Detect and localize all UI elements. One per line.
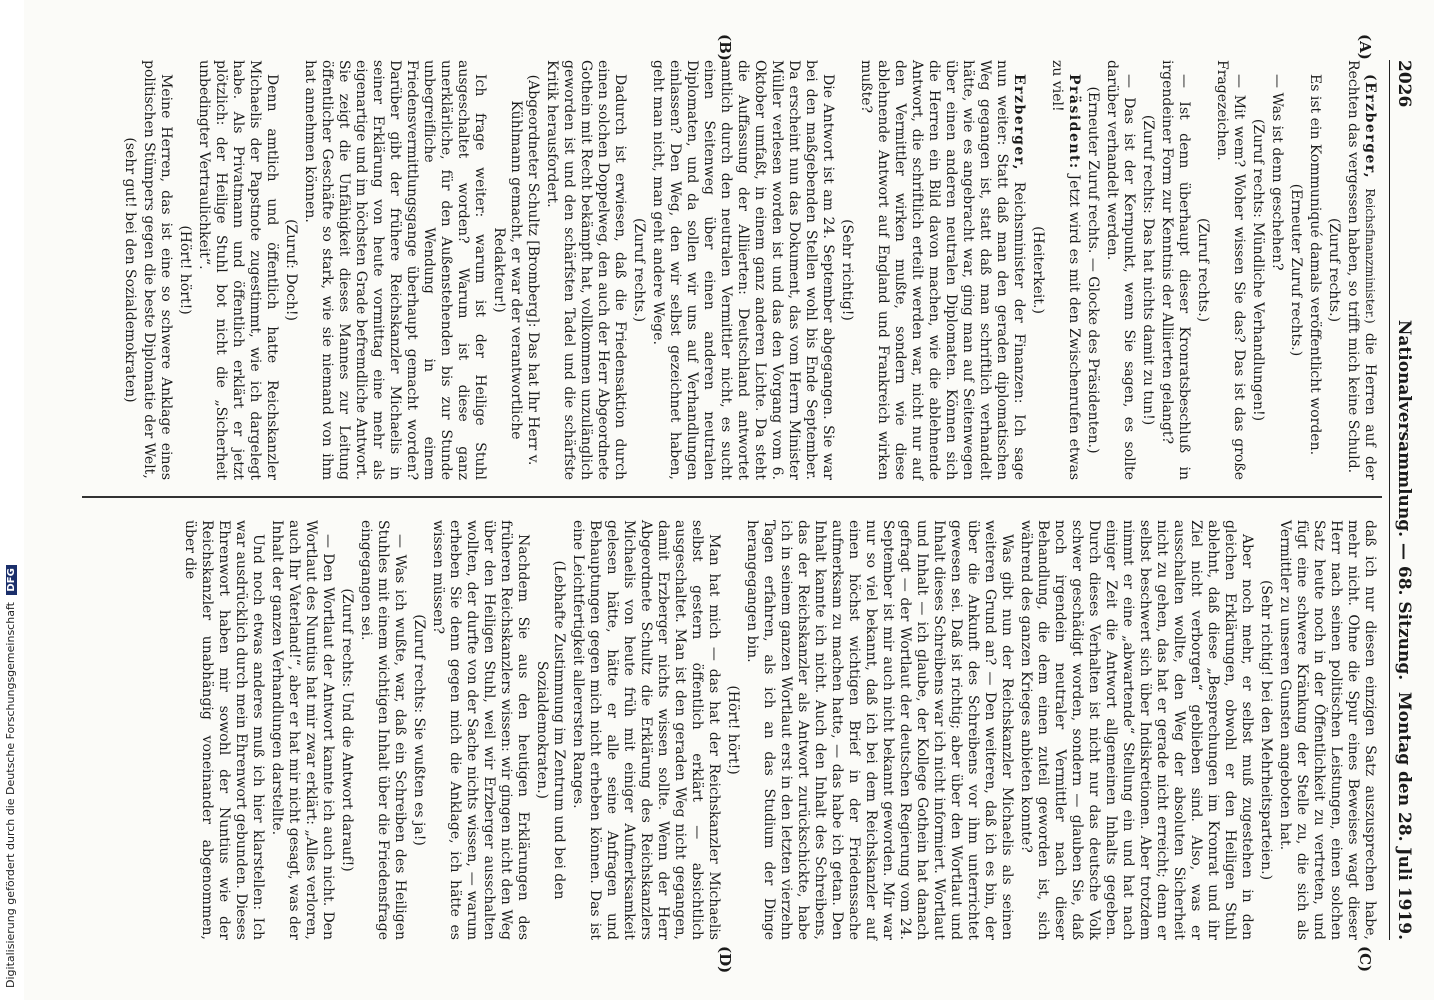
session-date: Montag den 28. Juli 1919. (1394, 691, 1414, 940)
speaker-role: Reichsfinanzminister.) (1363, 188, 1377, 324)
dfg-logo: DFG (6, 565, 17, 594)
speech-paragraph: Meine Herren, das ist eine so schwere Anklage eines politischen Stümpers gegen die beste Diplomatie der Welt, (141, 60, 174, 480)
interjection: (Sehr richtig! bei den Mehrheitsparteien.) (1258, 579, 1274, 881)
margin-marker-b: (B) (716, 34, 734, 61)
speech-text: Reichsminister der Finanzen: Ich sage nun weiter: Statt daß man den geraden diplomatischen Weg gegangen ist, statt daß man schriftlich verhandelt hätte, wie es angebracht war, ging man auf Seitenwegen über einen anderen neutralen Diplomaten. Können sich die Herren ein Bild davon machen, wie die ablehnende Antwort, die schriftlich erteilt werden war, nicht nur auf den Vermittler wirken mußte, sondern wie diese ablehnende Antwort auf England und Frankreich wirken mußte? (858, 60, 1027, 480)
interjection: (Heiterkeit.) (1030, 226, 1046, 314)
interjection: (Hört! hört!) (725, 685, 741, 775)
interjection: (sehr gut! bei den Sozialdemokraten) (122, 137, 138, 403)
credit-text: Digitalisierung gefördert durch die Deutsche Forschungsgemeinschaft (4, 602, 17, 988)
speaker-name: Präsident: (1066, 74, 1082, 170)
left-column (119, 60, 1378, 480)
speech-paragraph: daß ich nur diesen einzigen Satz auszusprechen habe, mehr nicht. Ohne die Spur eines Beweises wagt dieser Herr nach seinen politischen Leistungen, einen solchen Satz heute noch in der Öffentlichkeit zu vertreten, und fügt eine schwere Kränkung der Stelle zu, die sich als Vermittler zu unseren Gunsten angeboten hat. (1277, 520, 1378, 940)
speech-paragraph: — Ist denn überhaupt dieser Kronratsbeschluß in irgendeiner Form zur Kenntnis der Alliierten gelangt? (1159, 60, 1192, 480)
speech-paragraph: — Das ist der Kernpunkt, wenn Sie sagen, es sollte darüber verhandelt werden. (1104, 60, 1137, 480)
speaker-paragraph (1344, 60, 1378, 480)
speech-paragraph: — Was ist denn geschehen? (1269, 74, 1285, 271)
speaker-paragraph (857, 60, 1027, 480)
page-number: 2026 (1394, 60, 1414, 108)
right-column (179, 520, 1378, 940)
interjection: (Erneuter Zuruf rechts. — Glocke des Präsidenten.) (1085, 86, 1101, 454)
interjection: (Sehr richtig!) (839, 219, 855, 321)
speaker-name: (Erzberger, (1362, 74, 1378, 180)
margin-marker-c: (C) (1356, 946, 1374, 973)
speech-paragraph: Nachdem Sie aus den heutigen Erklärungen des früheren Reichskanzlers wissen: wir gingen nicht den Weg über den Heiligen Stuhl, weil wir Erzberger ausschalten wollten, der durfte von der Sache nichts wissen, — warum erheben Sie denn gegen mich die Anklage, ich hätte es wissen müssen? (430, 520, 531, 940)
speech-paragraph: — Mit wem? Woher wissen Sie das? Das ist das große Fragezeichen. (1214, 60, 1247, 480)
speech-paragraph: Und noch etwas anderes muß ich hier klarstellen: Ich war ausdrücklich durch mein Ehrenwort gebunden. Dieses Ehrenwort haben mir sowohl der Nuntius wie der Reichskanzler unabhängig voneinander abgenommen, über die (182, 520, 266, 940)
interjection: (Zuruf rechts: Das hat nichts damit zu tun!) (1140, 114, 1156, 426)
interjection: (Erneuter Zuruf rechts.) (1288, 183, 1304, 357)
interjection: (Abgeordneter Schultz [Bromberg]: Das hat Ihr Herr v. Kühlmann gemacht, er war der verantwortliche Redakteur!) (491, 74, 541, 466)
digitization-sidebar (0, 0, 24, 1000)
sidebar-credit (4, 565, 17, 988)
interjection: (Zuruf rechts: Sie wußten es ja!) (411, 614, 427, 846)
interjection: (Zuruf rechts.) (1195, 217, 1211, 323)
speech-paragraph: Es ist ein Kommuniqué damals veröffentlicht worden. (1307, 74, 1323, 456)
interjection: (Zuruf rechts.) (631, 217, 647, 323)
margin-marker-a: (A) (1356, 34, 1374, 60)
speech-paragraph: Die Antwort ist am 24. September abgegangen. Sie war bei den maßgebenden Stellen wohl bis Ende September. Da erscheint nun das Dokument, das vom Herrn Minister Müller verlesen worden ist und das den Vorgang vom 6. Oktober umfaßt, in einem ganz anderen Lichte. Da steht die Auffassung der Alliierten: Deutschland antwortet amtlich durch den neutralen Vermittler nicht, es sucht einen Seitenweg über einen anderen neutralen Diplomaten, und da sollen wir uns auf Verhandlungen einlassen? Den Weg, den wir selbst gezeichnet haben, geht man nicht, man geht andere Wege. (650, 60, 836, 480)
speech-text: Jetzt wird es mit den Zwischenrufen etwas zu viel! (1049, 60, 1082, 481)
page-header (1389, 60, 1416, 940)
interjection: (Zuruf rechts.) (1326, 217, 1342, 323)
speech-paragraph: Man hat mich — das hat der Reichskanzler Michaelis selbst gestern öffentlich erklärt — absichtlich ausgeschaltet. Man ist den geraden Weg nicht gegangen, damit Erzberger nichts wissen sollte. Wenn der Herr Abgeordnete Schultz die Erklärung des Reichskanzlers Michaelis von heute früh mit einiger Aufmerksamkeit gelesen hätte, hätte er alle seine Anfragen und Behauptungen gegen mich nicht erheben können. Das ist eine Leichtfertigkeit allerersten Ranges. (570, 520, 722, 940)
speech-paragraph: Denn amtlich und öffentlich hatte Reichskanzler Michaelis der Papstnote zugestimmt, wie ich dargelegt habe. Als Privatmann und öffentlich erklärt er jetzt plötzlich: der Heilige Stuhl bot nicht die „Sicherheit unbedingter Vertraulichkeit“. (196, 60, 280, 480)
running-title: Nationalversammlung. — 68. Sitzung. (1394, 319, 1414, 681)
speech-paragraph: Dadurch ist erwiesen, daß die Friedensaktion durch einen solchen Doppelweg, den auch der Herr Abgeordnete Gothein mit Recht bekämpft hat, vollkommen unzulänglich geworden ist und den schärfsten Tadel und die schärfste Kritik herausfordert. (544, 60, 628, 480)
speech-paragraph: Ich frage weiter: warum ist der Heilige Stuhl ausgeschaltet worden? Warum ist diese ganz unerklärliche, für den Außenstehenden bis zur Stunde unbegreifliche Wendung in einem Friedensvermittlungsgange überhaupt gemacht worden? Darüber gibt der frühere Reichskanzler Michaelis in seiner Erklärung von heute vormittag eine mehr als eigenartige und im höchsten Grade befremdliche Antwort. Sie zeigt die Unfähigkeit dieses Mannes zur Leitung öffentlicher Geschäfte so stark, wie sie niemand von ihm hat annehmen können. (302, 60, 488, 480)
speech-text: die Herren auf der Rechten das vergessen haben, so trifft mich keine Schuld. (1345, 60, 1378, 480)
speech-paragraph: Aber noch mehr, er selbst muß zugestehen in den gleichen Erklärungen, obwohl er den Heiligen Stuhl ablehnt, daß diese „Besprechungen im Kronrat und ihr Ziel nicht verborgen“ geblieben sind. Also, was er ausschalten wollte, den Weg der absoluten Sicherheit nicht zu gehen, das hat er gerade nicht erreicht; denn er selbst beschwert sich über Indiskretionen. Aber trotzdem nimmt er eine „abwartende“ Stellung ein und hat nach einiger Zeit die Antwort allgemeinen Inhalts gegeben. Durch dieses Verhalten ist nicht nur das deutsche Volk schwer geschädigt worden, sondern — glauben Sie, daß noch irgendein neutraler Vermittler nach dieser Behandlung, die dem einen zuteil geworden ist, sich während des ganzen Krieges anbieten konnte? (1018, 520, 1255, 940)
speech-paragraph: — Den Wortlaut der Antwort kannte ich auch nicht. Den Wortlaut des Nuntius hat mir zwar erklärt: „Alles verloren, auch Ihr Vaterland!“, aber er hat mir nicht gesagt, was der Inhalt der ganzen Verhandlungen darstellte. (269, 520, 336, 940)
interjection: (Zuruf rechts: Mündliche Verhandlungen!) (1250, 118, 1266, 422)
speech-paragraph: Was gibt nun der Reichskanzler Michaelis als seinen weiteren Grund an? — Den weiteren, daß ich es bin, der über die Ankunft des Schreibens vor ihm unterrichtet gewesen sei. Daß ist richtig; aber über den Wortlaut und Inhalt dieses Schreibens war ich nicht informiert. Wortlaut und Inhalt — ich glaube, der Kollege Gothein hat danach gefragt — der Wortlaut der deutschen Regierung vom 24. September ist mir auch nicht bekannt geworden. Mir war nur so viel bekannt, daß ich bei dem Reichskanzler auf einen höchst wichtigen Brief in der Friedenssache aufmerksam zu machen hatte, — das habe ich getan. Den Inhalt kannte ich nicht. Auch den Inhalt des Schreibens, das der Reichskanzler als Antwort zurückschickte, habe ich in seinem ganzen Wortlaut erst in den letzten vierzehn Tagen erfahren, als ich an das Studium der Dinge herangegangen bin. (744, 520, 1015, 940)
interjection: (Zuruf rechts: Und die Antwort darauf!) (339, 588, 355, 872)
speaker-paragraph (1048, 60, 1082, 480)
interjection: (Zuruf: Doch!) (283, 219, 299, 321)
margin-marker-d: (D) (716, 946, 734, 974)
speech-paragraph: — Was ich wußte, war, daß ein Schreiben des Heiligen Stuhles mit einem wichtigen Inhalt über die Friedensfrage eingegangen sei. (358, 520, 408, 940)
interjection: (Lebhafte Zustimmung im Zentrum und bei den Sozialdemokraten.) (534, 560, 567, 900)
column-divider (82, 496, 1382, 498)
speaker-name: Erzberger, (1011, 74, 1027, 171)
interjection: (Hört! hört!) (177, 225, 193, 315)
